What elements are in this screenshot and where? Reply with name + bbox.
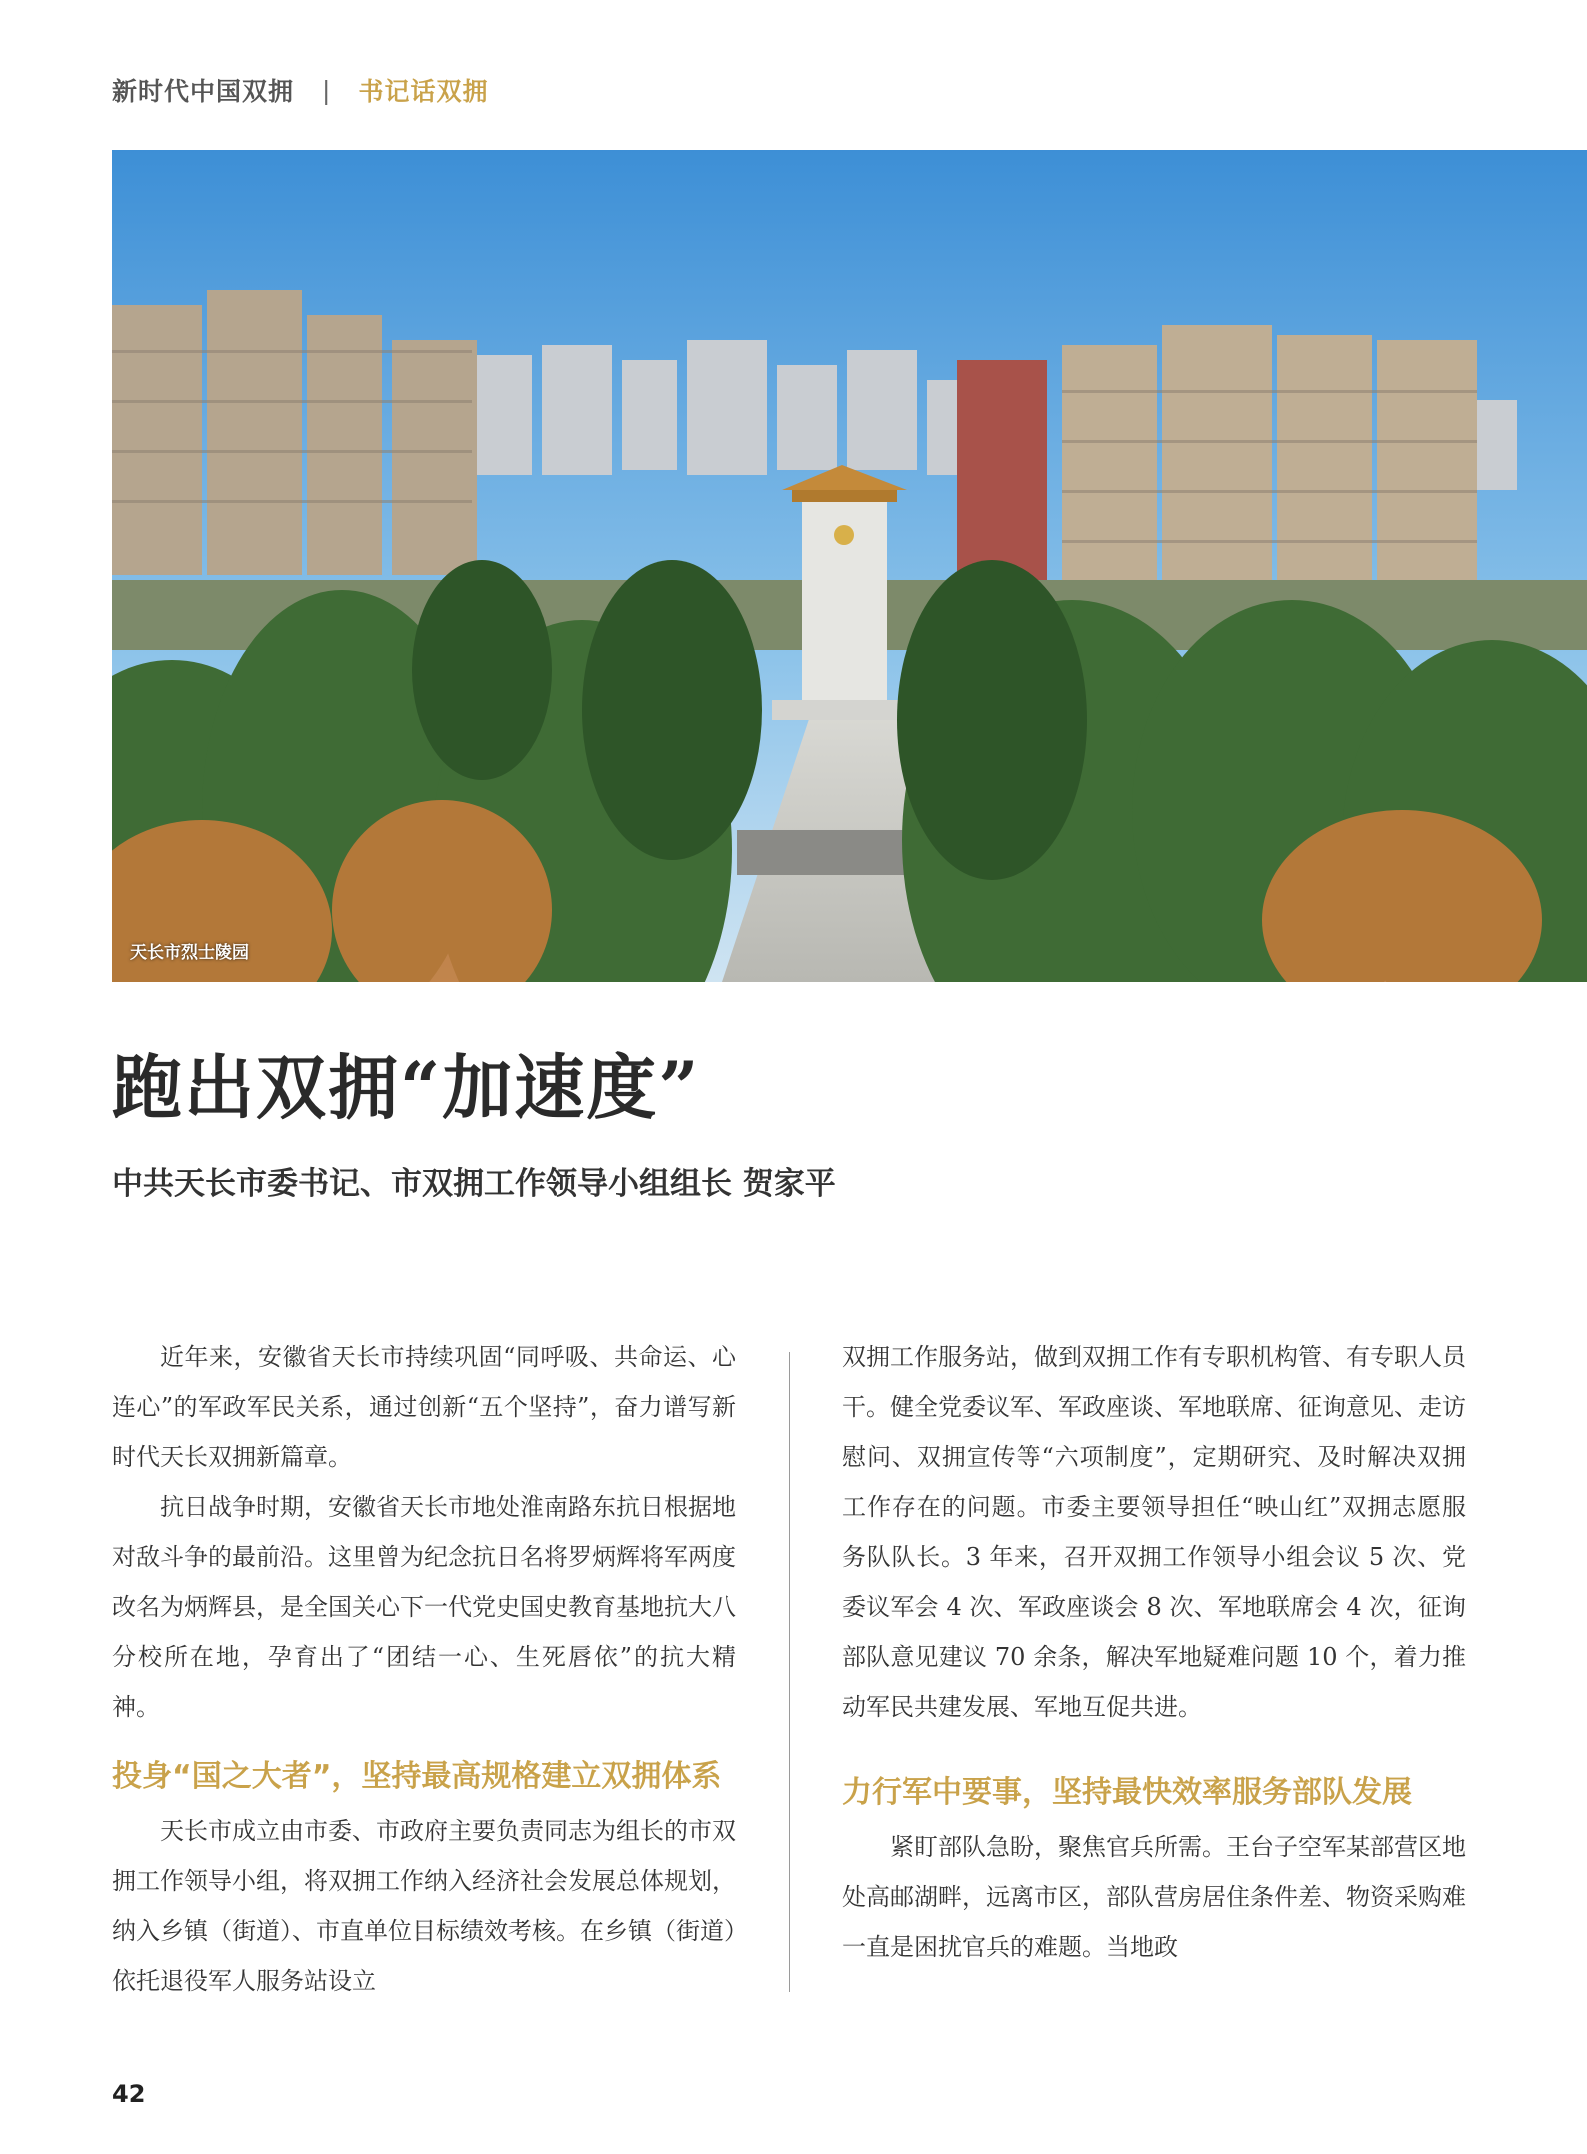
article-byline: 中共天长市委书记、市双拥工作领导小组组长 贺家平 [112,1166,836,1202]
running-header [112,72,488,108]
cover-photo [112,150,1587,982]
paragraph-section2: 紧盯部队急盼，聚焦官兵所需。王台子空军某部营区地处高邮湖畔，远离市区，部队营房居住条件差、物资采购难一直是困扰官兵的难题。当地政 [842,1833,1466,1961]
left-text-column [112,1332,736,2006]
header-separator: | [322,75,331,105]
paragraph-intro: 近年来，安徽省天长市持续巩固“同呼吸、共命运、心连心”的军政军民关系，通过创新“五个坚持”，奋力谱写新时代天长双拥新篇章。 [112,1343,736,1471]
paragraph-section1-continued: 双拥工作服务站，做到双拥工作有专职机构管、有专职人员干。健全党委议军、军政座谈、军地联席、征询意见、走访慰问、双拥宣传等“六项制度”，定期研究、及时解决双拥工作存在的问题。市委主要领导担任“映山红”双拥志愿服务队队长。3 年来，召开双拥工作领导小组会议 5 次、党委议军会 4 次、军政座谈会 8 次、军地联席会 4 次，征询部队意见建议 70 余条，解决军地疑难问题 10 个，着力推动军民共建发展、军地互促共进。 [842,1343,1466,1721]
article-title: 跑出双拥“加速度” [112,1046,701,1129]
header-section-name: 新时代中国双拥 [112,77,295,106]
column-divider [789,1352,790,1992]
page-number: 42 [112,2080,146,2108]
header-column-name: 书记话双拥 [358,77,489,106]
section-heading-2: 力行军中要事，坚持最快效率服务部队发展 [842,1775,1412,1810]
photo-caption: 天长市烈士陵园 [130,943,249,963]
section-heading-1: 投身“国之大者”，坚持最高规格建立双拥体系 [112,1759,722,1794]
paragraph-history: 抗日战争时期，安徽省天长市地处淮南路东抗日根据地对敌斗争的最前沿。这里曾为纪念抗日名将罗炳辉将军两度改名为炳辉县，是全国关心下一代党史国史教育基地抗大八分校所在地，孕育出了“团结一心、生死唇依”的抗大精神。 [112,1493,736,1721]
paragraph-section1: 天长市成立由市委、市政府主要负责同志为组长的市双拥工作领导小组，将双拥工作纳入经济社会发展总体规划，纳入乡镇（街道）、市直单位目标绩效考核。在乡镇（街道）依托退役军人服务站设立 [112,1817,736,1995]
right-text-column [842,1332,1466,1972]
